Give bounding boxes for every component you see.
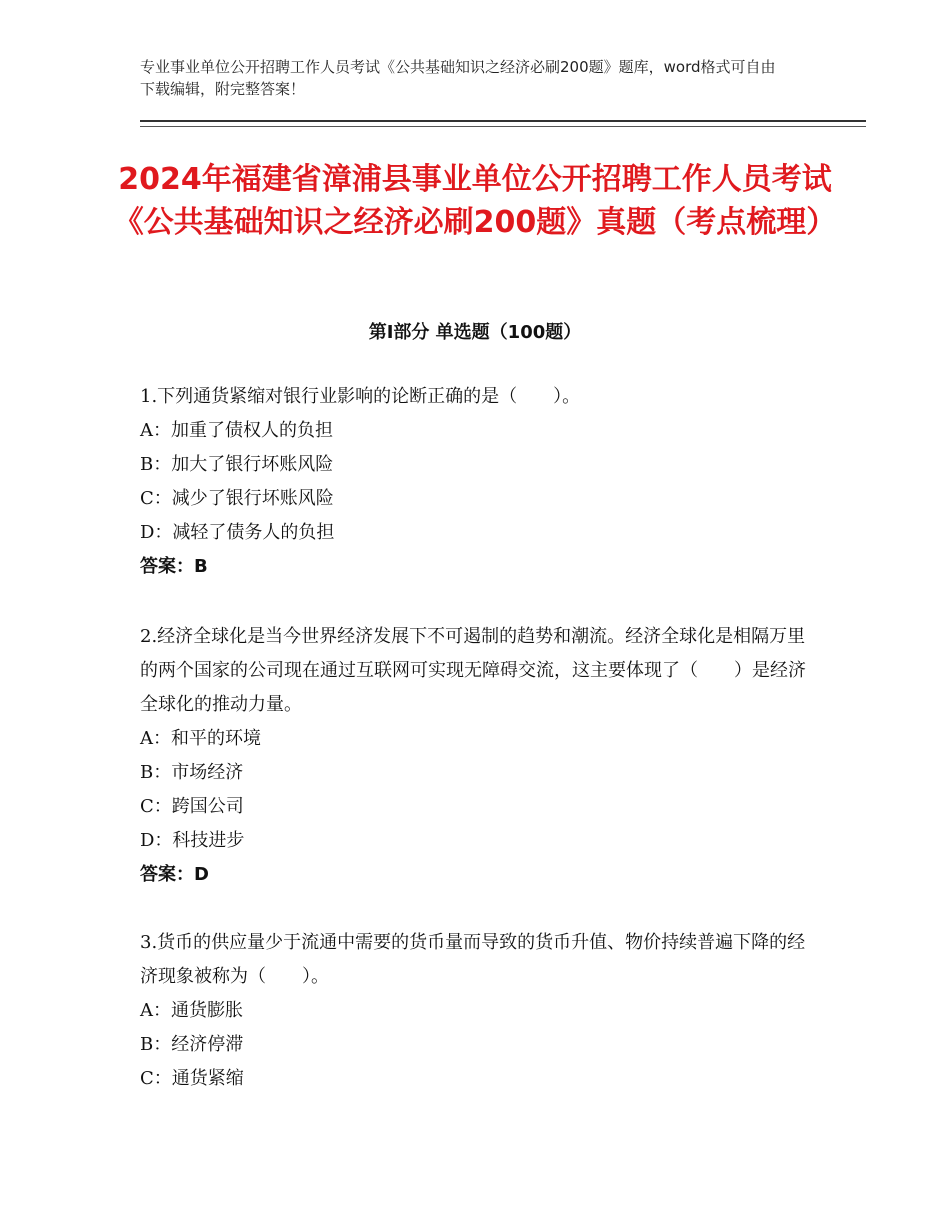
header-note: 专业事业单位公开招聘工作人员考试《公共基础知识之经济必刷200题》题库，word格式可自由下载编辑，附完整答案！ — [140, 58, 776, 98]
question-block-2 — [140, 620, 820, 892]
option-b: B：加大了银行坏账风险 — [140, 454, 334, 475]
document-title: 2024年福建省漳浦县事业单位公开招聘工作人员考试《公共基础知识之经济必刷200题》真题（考点梳理） — [113, 162, 837, 240]
option-b: B：市场经济 — [140, 762, 244, 783]
question-block-3 — [140, 926, 820, 1096]
answer: 答案：D — [140, 864, 209, 885]
option-a: A：和平的环境 — [140, 728, 261, 749]
header-divider-thin — [140, 126, 866, 127]
option-c: C：跨国公司 — [140, 796, 244, 817]
section-title: 第Ⅰ部分 单选题（100题） — [368, 322, 582, 343]
question-text: 3.货币的供应量少于流通中需要的货币量而导致的货币升值、物价持续普遍下降的经济现象被称为（ ）。 — [140, 932, 806, 987]
option-c: C：减少了银行坏账风险 — [140, 488, 334, 509]
answer: 答案：B — [140, 556, 208, 577]
question-text: 2.经济全球化是当今世界经济发展下不可遏制的趋势和潮流。经济全球化是相隔万里的两个国家的公司现在通过互联网可实现无障碍交流，这主要体现了（ ）是经济全球化的推动力量。 — [140, 626, 806, 715]
question-block-1 — [140, 380, 820, 584]
option-d: D：科技进步 — [140, 830, 245, 851]
option-a: A：加重了债权人的负担 — [140, 420, 333, 441]
header-divider-thick — [140, 120, 866, 122]
option-d: D：减轻了债务人的负担 — [140, 522, 335, 543]
option-b: B：经济停滞 — [140, 1034, 244, 1055]
option-a: A：通货膨胀 — [140, 1000, 243, 1021]
option-c: C：通货紧缩 — [140, 1068, 244, 1089]
question-text: 1.下列通货紧缩对银行业影响的论断正确的是（ ）。 — [140, 386, 581, 407]
